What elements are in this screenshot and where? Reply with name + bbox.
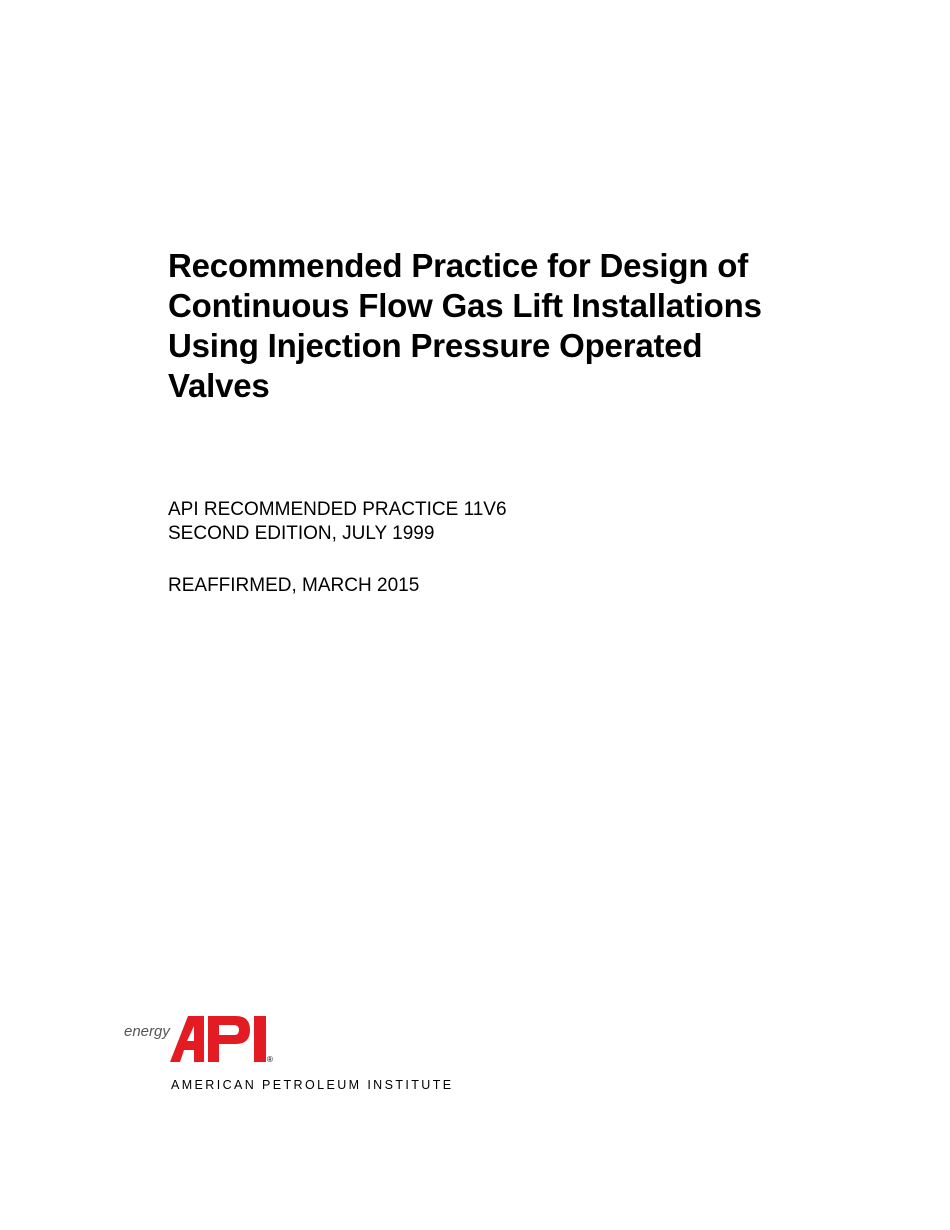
designation-block [168,498,507,546]
reaffirmed: REAFFIRMED, MARCH 2015 [168,575,420,596]
document-title [168,246,868,406]
logo-organization-name: AMERICAN PETROLEUM INSTITUTE [171,1078,454,1092]
title-line: Recommended Practice for Design of [168,247,749,284]
title-line: Valves [168,367,270,404]
api-logo [120,1010,454,1100]
logo-registered-mark: ® [267,1055,273,1064]
logo-mark-letters [170,1016,266,1062]
api-logo-mark [120,1010,280,1070]
logo-tagline: energy [124,1023,170,1040]
reaffirmed-block [168,574,419,598]
edition: SECOND EDITION, JULY 1999 [168,523,435,544]
designation: API RECOMMENDED PRACTICE 11V6 [168,499,507,520]
title-line: Using Injection Pressure Operated [168,327,703,364]
title-line: Continuous Flow Gas Lift Installations [168,287,762,324]
